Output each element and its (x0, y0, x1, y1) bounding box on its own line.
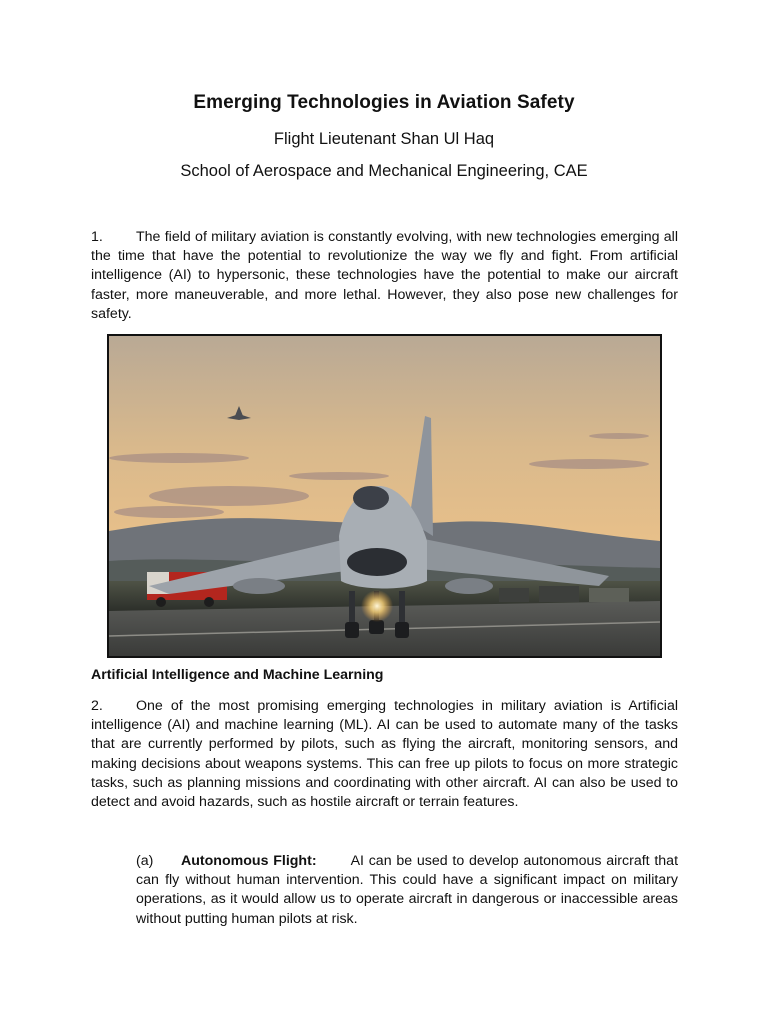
ground-vehicles (499, 586, 629, 602)
subparagraph-a (136, 852, 678, 929)
paragraph-1 (91, 228, 678, 324)
paragraph-2-number: 2. (91, 698, 103, 714)
paragraph-2-text: One of the most promising emerging technologies in military aviation is Artificial intelligence (AI) and machine learning (ML). AI can be used to automate many of the tasks that are currently performed by pilots, such as flying the aircraft, monitoring sensors, and making decisions about weapons systems. This can free up pilots to focus on more strategic tasks, such as planning missions and coordinating with other aircraft. AI can also be used to detect and avoid hazards, such as hostile aircraft or terrain features. (91, 698, 678, 811)
subparagraph-a-label: (a) (136, 853, 154, 869)
paragraph-1-text: The field of military aviation is constantly evolving, with new technologies emerging all the time that have the potential to revolutionize the way we fly and fight. From artificial intelligence (AI) to hypersonic, these technologies have the potential to make our aircraft faster, more maneuverable, and more lethal. However, they also pose new challenges for safety. (91, 229, 678, 322)
document-title: Emerging Technologies in Aviation Safety (193, 92, 575, 113)
paragraph-2 (91, 697, 678, 812)
section-heading: Artificial Intelligence and Machine Learning (91, 667, 384, 683)
paragraph-1-number: 1. (91, 229, 103, 245)
author-name: Flight Lieutenant Shan Ul Haq (273, 130, 495, 148)
photo-illustration (109, 336, 660, 656)
subparagraph-a-text: AI can be used to develop autonomous aircraft that can fly without human intervention. This could have a significant impact on military operations, as it would allow us to operate aircraft in dangerous or inaccessible areas without putting human pilots at risk. (136, 853, 679, 927)
subparagraph-a-term: Autonomous Flight: (181, 853, 317, 869)
author-affiliation: School of Aerospace and Mechanical Engineering, CAE (180, 162, 588, 180)
fighter-jet-photo (107, 334, 662, 658)
